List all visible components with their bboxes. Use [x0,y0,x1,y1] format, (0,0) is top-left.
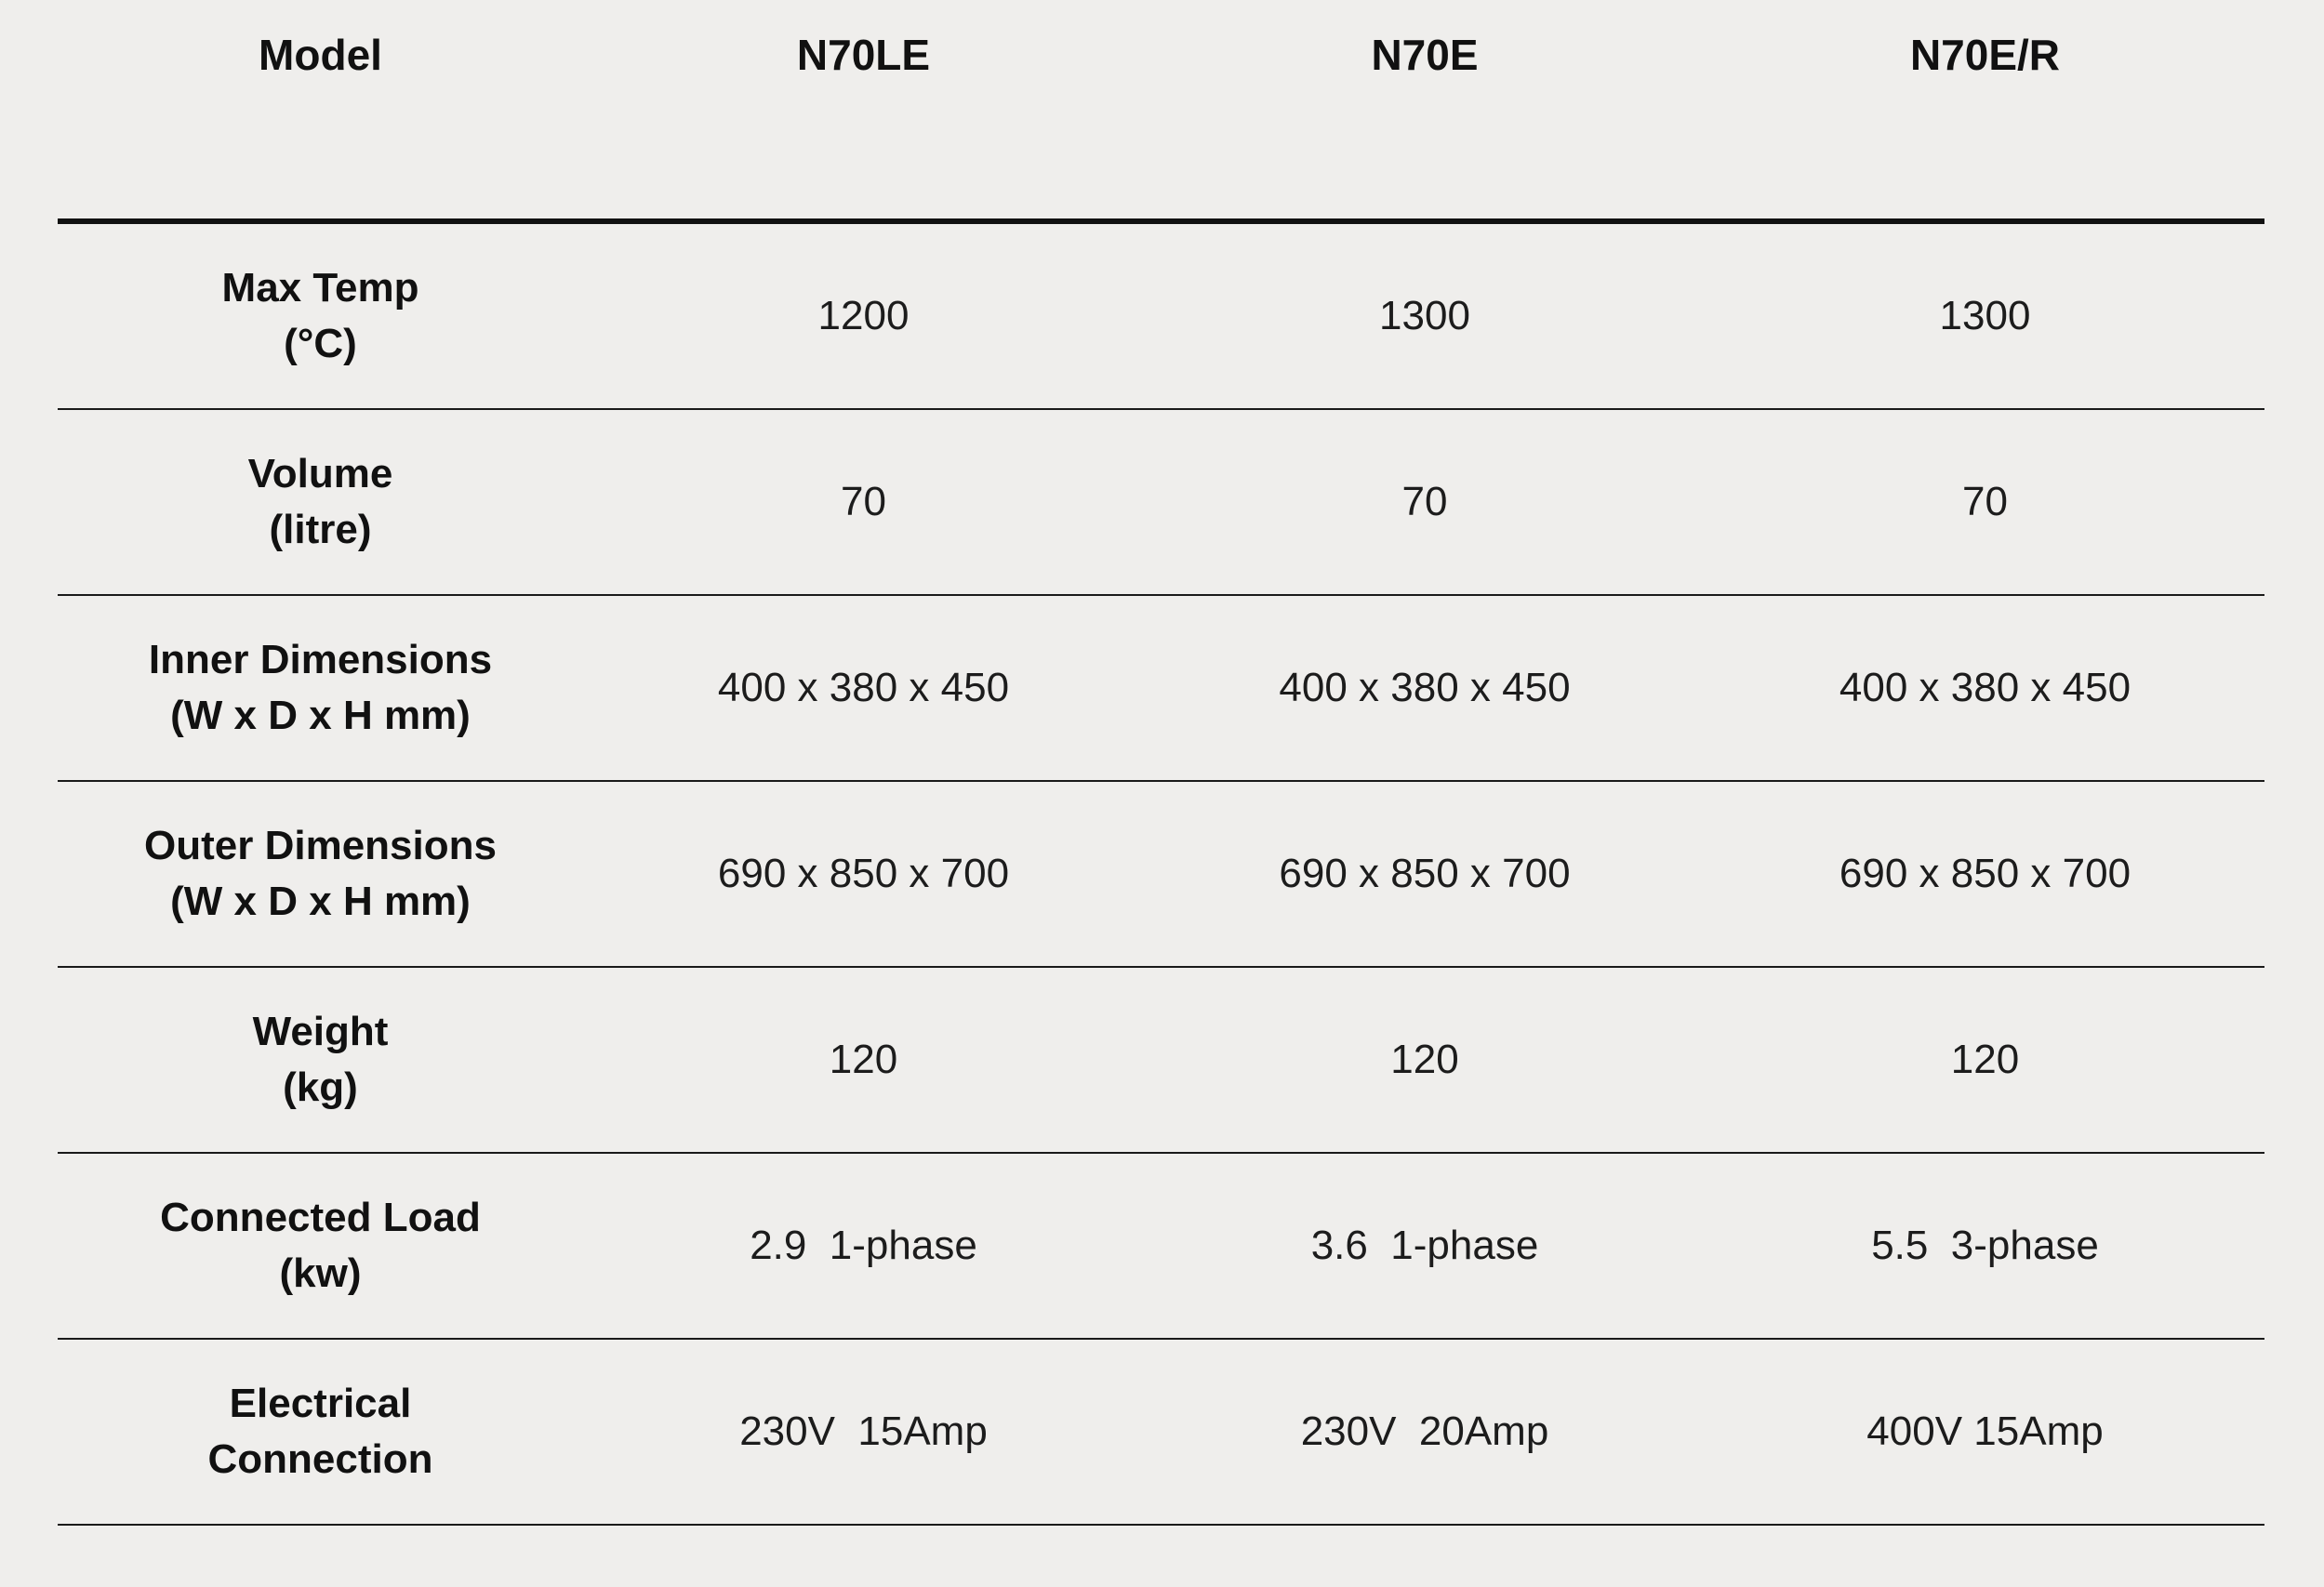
table-cell: 3.6 1-phase [1310,1223,1539,1268]
table-cell: 230V 20Amp [1300,1408,1549,1454]
row-label [58,1004,583,1116]
table-cell: 400V 15Amp [1866,1408,2104,1454]
table-cell: 1200 [817,293,910,338]
header-model-label: Model [259,30,382,79]
row-label-line1: Max Temp [221,265,419,311]
table-cell: 120 [1950,1037,2020,1082]
table-row-outer-dimensions [58,782,2264,968]
table-row-max-temp [58,224,2264,410]
table-header-row [58,0,2264,224]
row-label [58,260,583,372]
specifications-table [58,0,2264,1526]
table-cell: 400 x 380 x 450 [1279,665,1571,710]
table-cell: 230V 15Amp [739,1408,988,1454]
row-label-line2: (litre) [269,507,372,552]
row-label [58,818,583,930]
row-label [58,446,583,558]
header-model-n70le: N70LE [796,30,931,79]
table-cell: 690 x 850 x 700 [1839,851,2131,896]
table-cell: 2.9 1-phase [750,1223,977,1268]
table-row-electrical-connection [58,1340,2264,1526]
table-cell: 1300 [1379,293,1470,338]
header-model-n70e-r: N70E/R [1909,30,2061,79]
row-label-line2: (kg) [283,1065,358,1110]
table-row-volume [58,410,2264,596]
table-cell: 70 [1962,479,2008,524]
row-label-line2: (°C) [284,321,357,366]
table-cell: 5.5 3-phase [1871,1223,2099,1268]
table-cell: 70 [841,479,886,524]
table-row-connected-load [58,1154,2264,1340]
table-row-weight [58,968,2264,1154]
row-label [58,1376,583,1488]
row-label-line2: (kw) [279,1250,362,1296]
row-label-line1: Outer Dimensions [144,823,497,868]
row-label-line1: Volume [247,451,393,496]
row-label [58,1190,583,1302]
table-cell: 120 [829,1037,898,1082]
table-cell: 690 x 850 x 700 [1279,851,1571,896]
row-label-line1: Inner Dimensions [148,637,493,682]
row-label-line2: (W x D x H mm) [170,879,471,924]
table-cell: 70 [1401,479,1448,524]
table-cell: 400 x 380 x 450 [717,665,1010,710]
row-label [58,632,583,744]
row-label-line1: Connected Load [160,1195,481,1240]
row-label-line1: Electrical [229,1381,412,1426]
table-cell: 400 x 380 x 450 [1839,665,2131,710]
table-row-inner-dimensions [58,596,2264,782]
row-label-line2: (W x D x H mm) [170,693,471,738]
header-model-n70e: N70E [1371,30,1479,79]
table-cell: 690 x 850 x 700 [717,851,1010,896]
row-label-line2: Connection [207,1436,433,1482]
table-cell: 1300 [1939,293,2031,338]
table-cell: 120 [1390,1037,1459,1082]
row-label-line1: Weight [252,1009,389,1054]
